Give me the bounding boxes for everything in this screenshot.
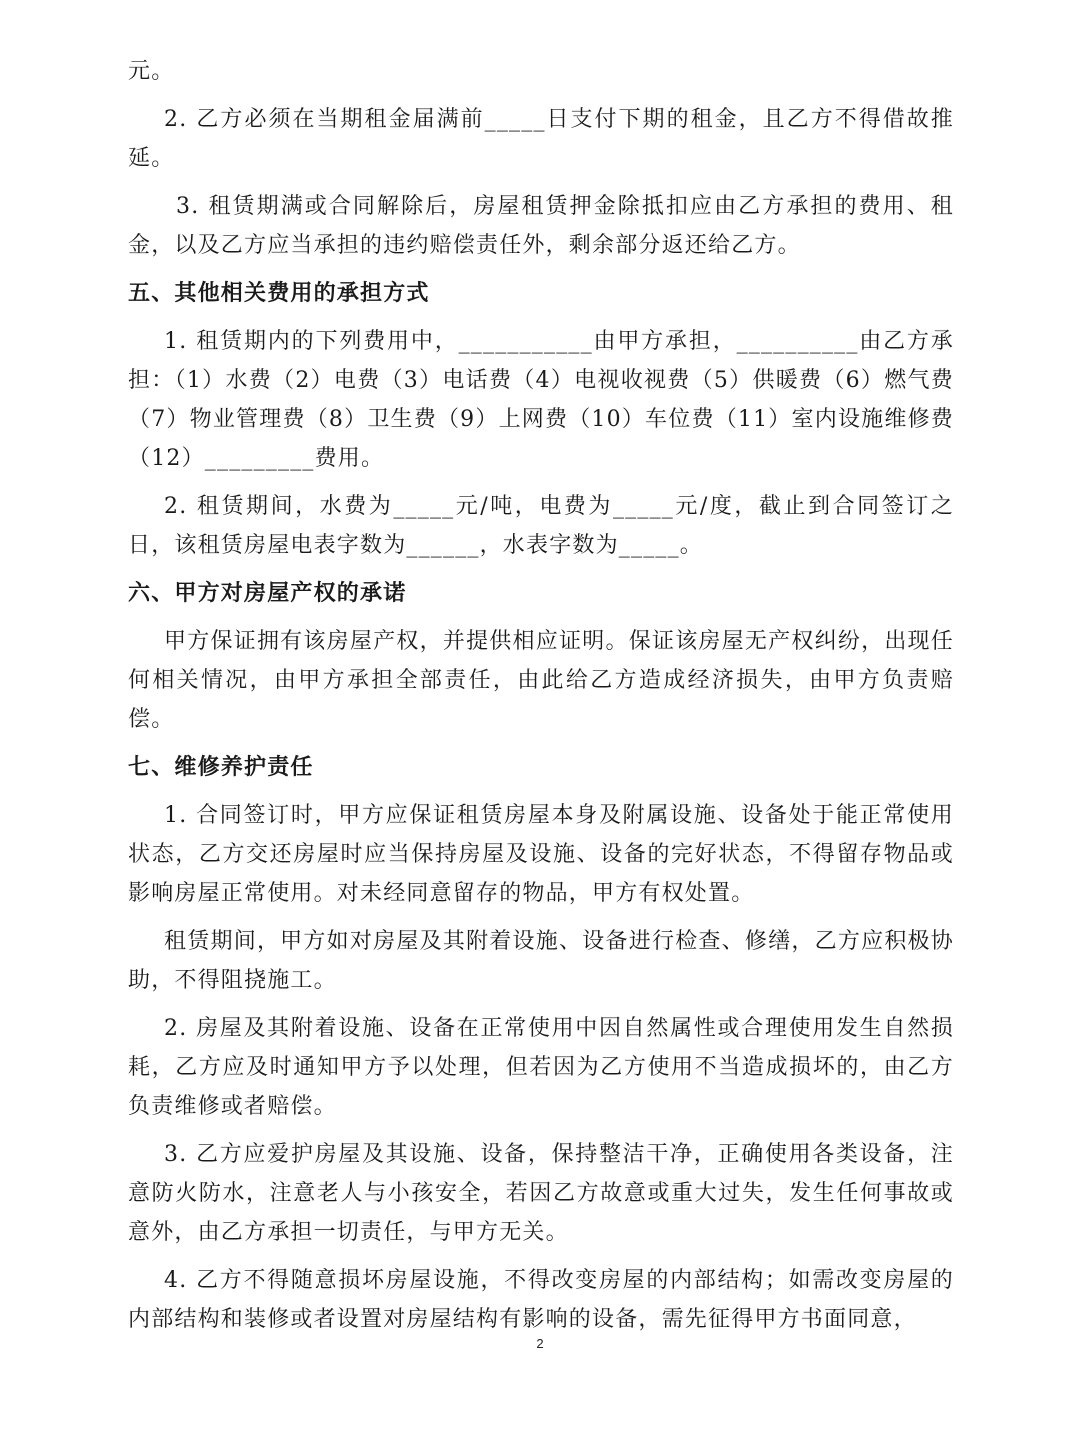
- section7-item3: 3. 乙方应爱护房屋及其设施、设备，保持整洁干净，正确使用各类设备，注意防火防水，注意老人与小孩安全，若因乙方故意或重大过失，发生任何事故或意外，由乙方承担一切责任，与甲方无关。: [128, 1142, 954, 1245]
- section7-item1: 1. 合同签订时，甲方应保证租赁房屋本身及附属设施、设备处于能正常使用状态，乙方交还房屋时应当保持房屋及设施、设备的完好状态，不得留存物品或影响房屋正常使用。对未经同意留存的物品，甲方有权处置。: [128, 803, 954, 906]
- document-body: [128, 52, 954, 1348]
- section7-item4: 4. 乙方不得随意损坏房屋设施，不得改变房屋的内部结构；如需改变房屋的内部结构和装修或者设置对房屋结构有影响的设备，需先征得甲方书面同意，: [128, 1268, 954, 1332]
- section5-item1: 1. 租赁期内的下列费用中，___________由甲方承担，__________由乙方承担：（1）水费（2）电费（3）电话费（4）电视收视费（5）供暖费（6）燃气费（7）物业管理费（8）卫生费（9）上网费（10）车位费（11）室内设施维修费（12）_________费用。: [128, 329, 954, 471]
- section6-heading: 六、甲方对房屋产权的承诺: [128, 580, 407, 606]
- page-number: 2: [536, 1336, 544, 1351]
- section4-item3: 3. 租赁期满或合同解除后，房屋租赁押金除抵扣应由乙方承担的费用、租金，以及乙方应当承担的违约赔偿责任外，剩余部分返还给乙方。: [128, 194, 954, 258]
- section7-item1-continued: 租赁期间，甲方如对房屋及其附着设施、设备进行检查、修缮，乙方应积极协助，不得阻挠施工。: [128, 929, 954, 993]
- section7-item2: 2. 房屋及其附着设施、设备在正常使用中因自然属性或合理使用发生自然损耗，乙方应及时通知甲方予以处理，但若因为乙方使用不当造成损坏的，由乙方负责维修或者赔偿。: [128, 1016, 954, 1119]
- section4-item2: 2. 乙方必须在当期租金届满前_____日支付下期的租金，且乙方不得借故推延。: [128, 107, 954, 171]
- section5-heading: 五、其他相关费用的承担方式: [128, 280, 430, 306]
- section5-item2: 2. 租赁期间，水费为_____元/吨，电费为_____元/度，截止到合同签订之日，该租赁房屋电表字数为______，水表字数为_____。: [128, 494, 954, 558]
- section7-heading: 七、维修养护责任: [128, 754, 314, 780]
- section6-body: 甲方保证拥有该房屋产权，并提供相应证明。保证该房屋无产权纠纷，出现任何相关情况，由甲方承担全部责任，由此给乙方造成经济损失，由甲方负责赔偿。: [128, 629, 954, 732]
- carry-over-text: 元。: [128, 59, 175, 84]
